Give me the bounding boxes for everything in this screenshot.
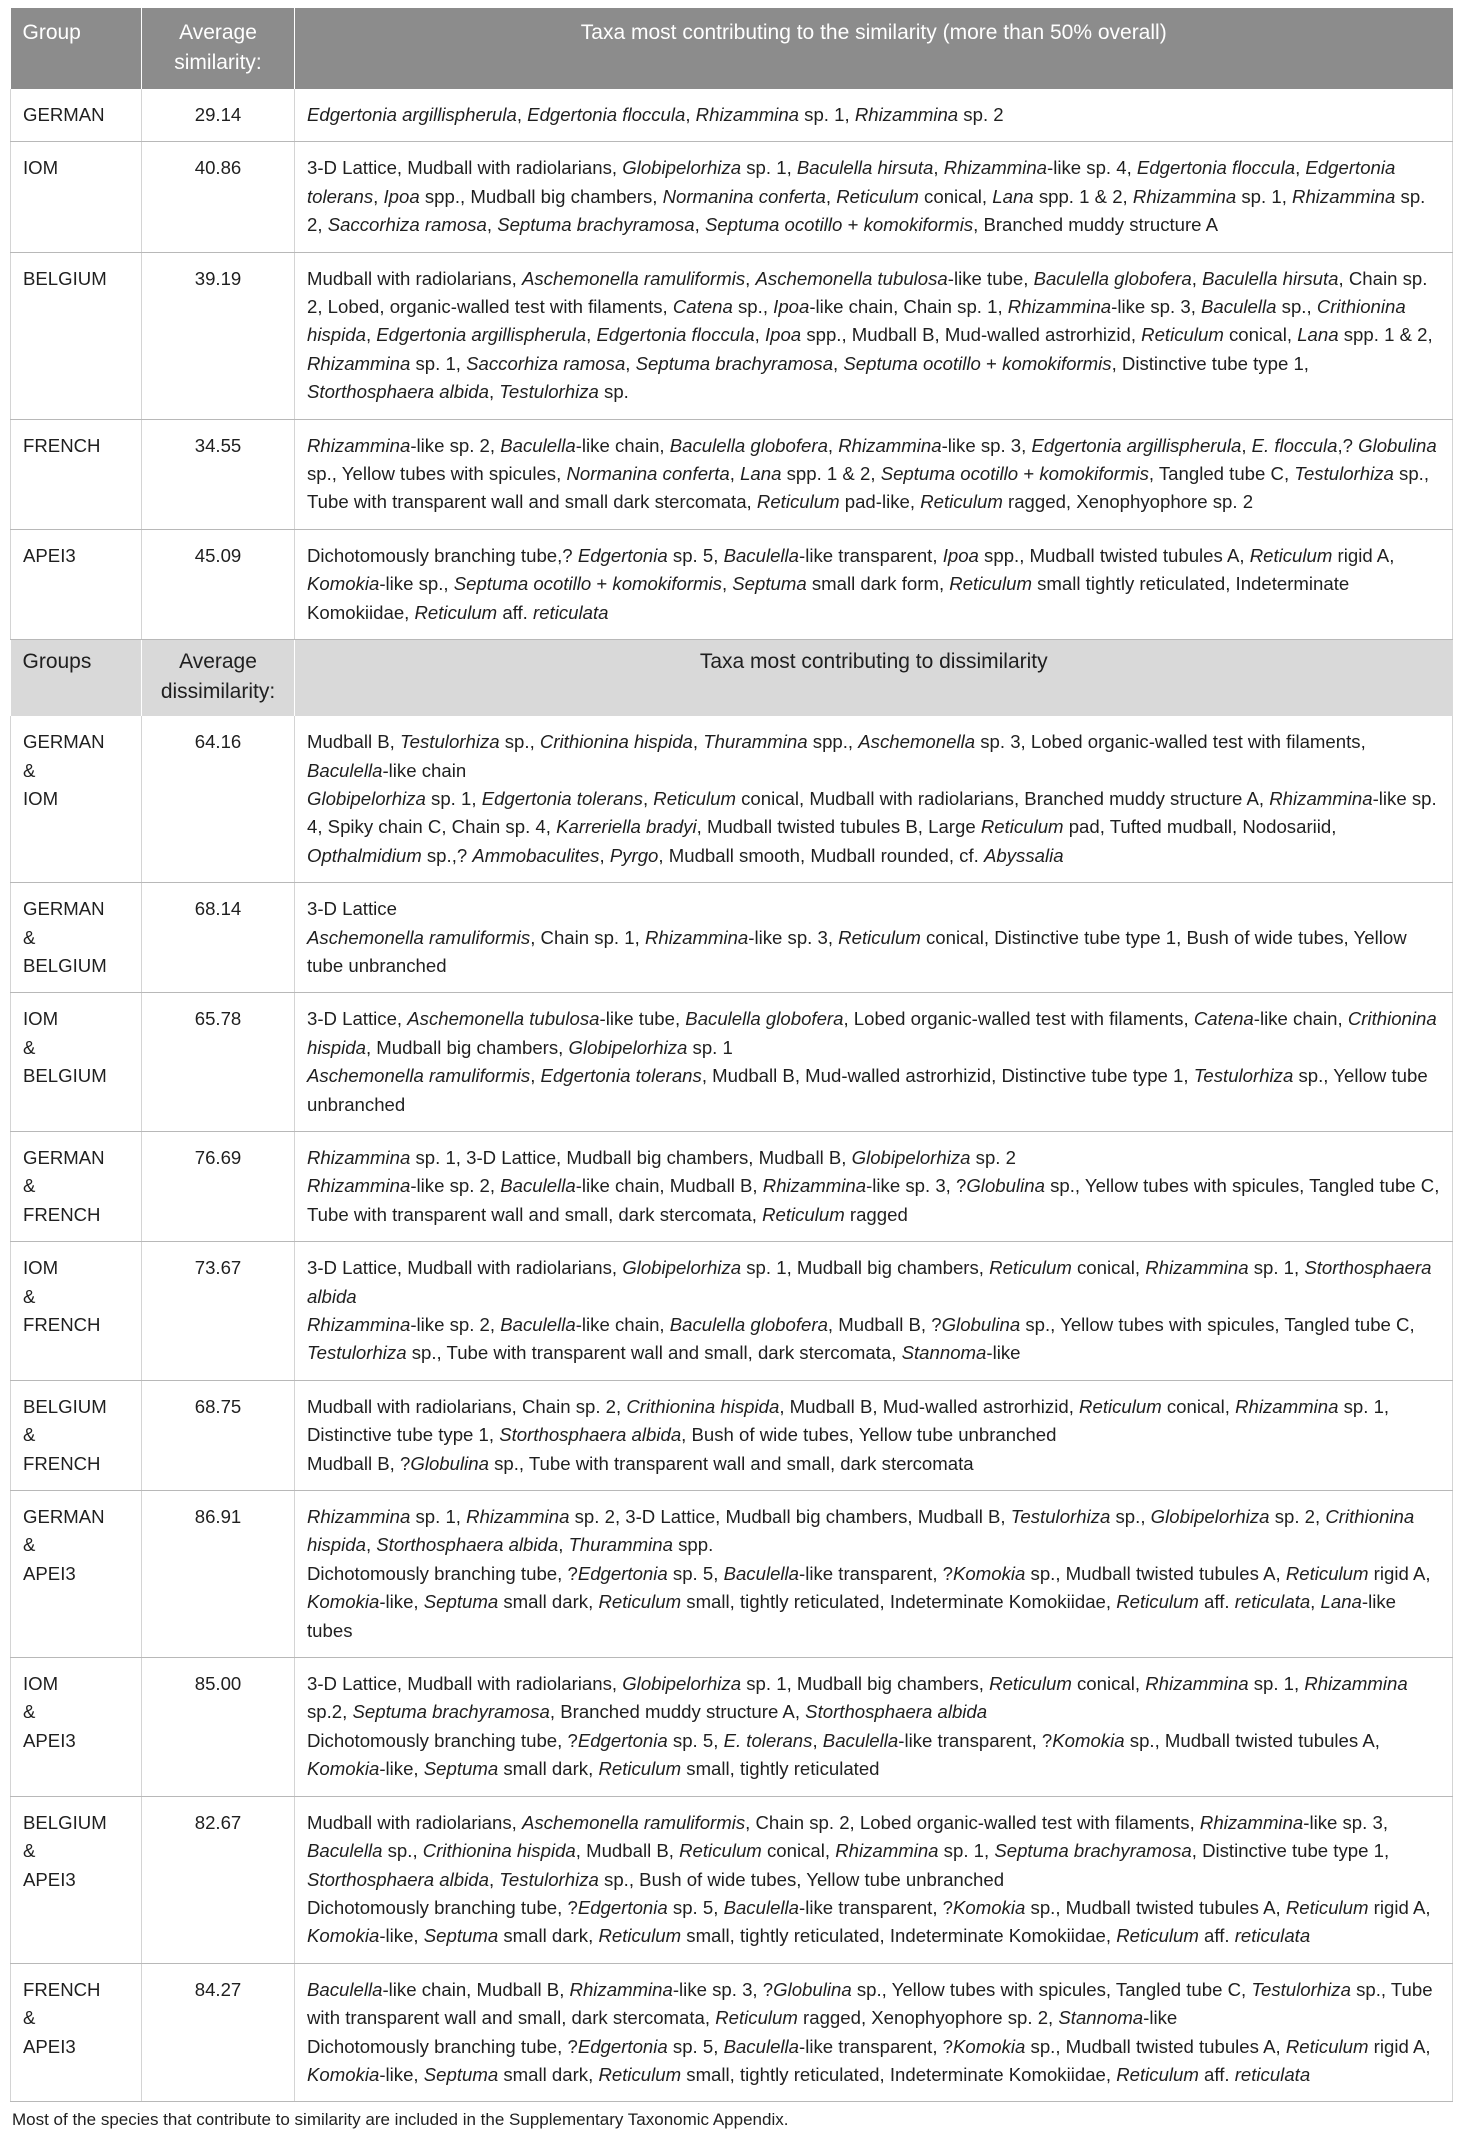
taxa-line: Dichotomously branching tube, ?Edgertonia sp. 5, Baculella-like transparent, ?Komokia sp., Mudball twisted tubules A, Reticulum rigid A, Komokia-like, Septuma small dark, Reticulum small, tightly reticulated, Indeterminate Komokiidae, Reticulum aff. reticulata, Lana-like tubes (307, 1562, 1431, 1641)
groups-cell (11, 883, 142, 993)
table-row (11, 252, 1453, 419)
group-name: FRENCH (23, 1203, 101, 1225)
groups-cell (11, 1658, 142, 1797)
table-row (11, 529, 1453, 639)
group-name: GERMAN (23, 1506, 105, 1528)
groups-cell (11, 716, 142, 883)
table-row (11, 993, 1453, 1132)
taxa-cell (295, 883, 1453, 993)
dissimilarity-header-row (11, 640, 1453, 717)
group-name: FRENCH (23, 1314, 101, 1335)
taxa-cell: Dichotomously branching tube,? Edgertonia sp. 5, Baculella-like transparent, Ipoa spp., Mudball twisted tubules A, Reticulum rigid A, Komokia-like sp., Septuma ocotillo + komokiformis, Septuma small dark form, Reticulum small tightly reticulated, Indeterminate Komokiidae, Reticulum aff. reticulata (295, 529, 1453, 639)
average-dissimilarity-cell: 84.27 (142, 1963, 295, 2102)
group-name: BELGIUM (23, 1811, 107, 1833)
table-row (11, 883, 1453, 993)
groups-cell (11, 1380, 142, 1490)
taxa-cell (295, 993, 1453, 1132)
group-name: BELGIUM (23, 1395, 107, 1417)
group-name: GERMAN (23, 898, 105, 920)
groups-cell (11, 1131, 142, 1241)
group-name: IOM (23, 1008, 59, 1030)
taxa-line: 3-D Lattice (307, 898, 397, 920)
taxa-line: Rhizammina-like sp. 2, Baculella-like chain, Mudball B, Rhizammina-like sp. 3, ?Globulina sp., Yellow tubes with spicules, Tangled tube C, Tube with transparent wall and small, dark stercomata, Reticulum ragged (307, 1175, 1440, 1225)
group-name: & (23, 2007, 36, 2029)
group-name: APEI3 (23, 2035, 76, 2057)
average-similarity-cell: 40.86 (142, 142, 295, 252)
group-name: BELGIUM (23, 954, 107, 976)
group-name: APEI3 (23, 1729, 76, 1751)
table-row (11, 716, 1453, 883)
group-name: APEI3 (23, 1868, 76, 1890)
groups-cell (11, 1796, 142, 1963)
table-footnote: Most of the species that contribute to similarity are included in the Supplementary Taxonomic Appendix. (12, 2110, 789, 2130)
group-cell: APEI3 (11, 529, 142, 639)
taxa-line: 3-D Lattice, Aschemonella tubulosa-like tube, Baculella globofera, Lobed organic-walled test with filaments, Catena-like chain, Crithionina hispida, Mudball big chambers, Globipelorhiza sp. 1 (307, 1008, 1437, 1058)
average-dissimilarity-cell: 82.67 (142, 1796, 295, 1963)
taxa-cell (295, 1380, 1453, 1490)
taxa-line: Aschemonella ramuliformis, Edgertonia tolerans, Mudball B, Mud-walled astrorhizid, Distinctive tube type 1, Testulorhiza sp., Yellow tube unbranched (307, 1065, 1428, 1115)
table-row (11, 89, 1453, 142)
table-row (11, 142, 1453, 252)
table-row (11, 1796, 1453, 1963)
taxa-line: Dichotomously branching tube, ?Edgertonia sp. 5, Baculella-like transparent, ?Komokia sp., Mudball twisted tubules A, Reticulum rigid A, Komokia-like, Septuma small dark, Reticulum small, tightly reticulated, Indeterminate Komokiidae, Reticulum aff. reticulata (307, 1896, 1431, 1947)
table-row (11, 1491, 1453, 1658)
group-name: GERMAN (23, 731, 105, 753)
taxa-cell (295, 1131, 1453, 1241)
taxa-cell: Rhizammina-like sp. 2, Baculella-like chain, Baculella globofera, Rhizammina-like sp. 3, Edgertonia argillispherula, E. floccula,? Globulina sp., Yellow tubes with spicules, Normanina conferta, Lana spp. 1 & 2, Septuma ocotillo + komokiformis, Tangled tube C, Testulorhiza sp., Tube with transparent wall and small dark stercomata, Reticulum pad-like, Reticulum ragged, Xenophyophore sp. 2 (295, 419, 1453, 529)
groups-cell (11, 1242, 142, 1381)
group-name: & (23, 759, 36, 781)
group-name: & (23, 1036, 36, 1058)
group-name: FRENCH (23, 1978, 101, 2000)
header-group: Group (11, 8, 142, 89)
taxa-cell: Edgertonia argillispherula, Edgertonia floccula, Rhizammina sp. 1, Rhizammina sp. 2 (295, 89, 1453, 142)
group-name: BELGIUM (23, 1065, 107, 1087)
taxa-line: Rhizammina sp. 1, Rhizammina sp. 2, 3-D Lattice, Mudball big chambers, Mudball B, Testulorhiza sp., Globipelorhiza sp. 2, Crithionina hispida, Storthosphaera albida, Thurammina spp. (307, 1506, 1415, 1556)
average-dissimilarity-cell: 76.69 (142, 1131, 295, 1241)
taxa-line: Baculella-like chain, Mudball B, Rhizammina-like sp. 3, ?Globulina sp., Yellow tubes with spicules, Tangled tube C, Testulorhiza sp., Tube with transparent wall and small, dark stercomata, Reticulum ragged, Xenophyophore sp. 2, Stannoma-like (307, 1978, 1433, 2029)
group-cell: BELGIUM (11, 252, 142, 419)
groups-cell (11, 1491, 142, 1658)
taxa-cell (295, 1796, 1453, 1963)
group-name: GERMAN (23, 1146, 105, 1168)
taxa-line: 3-D Lattice, Mudball with radiolarians, Globipelorhiza sp. 1, Mudball big chambers, Reticulum conical, Rhizammina sp. 1, Storthosphaera albida (307, 1257, 1432, 1307)
group-name: & (23, 926, 36, 948)
header-average-similarity: Average similarity: (142, 8, 295, 89)
taxa-line: Aschemonella ramuliformis, Chain sp. 1, Rhizammina-like sp. 3, Reticulum conical, Distinctive tube type 1, Bush of wide tubes, Yellow tube unbranched (307, 926, 1407, 976)
group-cell: IOM (11, 142, 142, 252)
group-name: FRENCH (23, 1452, 101, 1474)
taxa-line: Dichotomously branching tube, ?Edgertonia sp. 5, E. tolerans, Baculella-like transparent, ?Komokia sp., Mudball twisted tubules A, Komokia-like, Septuma small dark, Reticulum small, tightly reticulated (307, 1729, 1380, 1780)
table-row (11, 419, 1453, 529)
group-name: & (23, 1424, 36, 1446)
similarity-table (10, 8, 1453, 2102)
group-name: & (23, 1285, 36, 1307)
taxa-cell: 3-D Lattice, Mudball with radiolarians, Globipelorhiza sp. 1, Baculella hirsuta, Rhizammina-like sp. 4, Edgertonia floccula, Edgertonia tolerans, Ipoa spp., Mudball big chambers, Normanina conferta, Reticulum conical, Lana spp. 1 & 2, Rhizammina sp. 1, Rhizammina sp. 2, Saccorhiza ramosa, Septuma brachyramosa, Septuma ocotillo + komokiformis, Branched muddy structure A (295, 142, 1453, 252)
group-name: & (23, 1534, 36, 1556)
taxa-cell (295, 1242, 1453, 1381)
taxa-line: Rhizammina-like sp. 2, Baculella-like chain, Baculella globofera, Mudball B, ?Globulina sp., Yellow tubes with spicules, Tangled tube C, Testulorhiza sp., Tube with transparent wall and small, dark stercomata, Stannoma-like (307, 1314, 1415, 1364)
header-average-dissimilarity: Average dissimilarity: (142, 640, 295, 717)
average-dissimilarity-cell: 64.16 (142, 716, 295, 883)
taxa-line: 3-D Lattice, Mudball with radiolarians, Globipelorhiza sp. 1, Mudball big chambers, Reticulum conical, Rhizammina sp. 1, Rhizammina sp.2, Septuma brachyramosa, Branched muddy structure A, Storthosphaera albida (307, 1673, 1408, 1723)
taxa-cell (295, 1963, 1453, 2102)
taxa-line: Rhizammina sp. 1, 3-D Lattice, Mudball big chambers, Mudball B, Globipelorhiza sp. 2 (307, 1146, 1016, 1168)
taxa-cell (295, 1491, 1453, 1658)
taxa-line: Globipelorhiza sp. 1, Edgertonia tolerans, Reticulum conical, Mudball with radiolarians, Branched muddy structure A, Rhizammina-like sp. 4, Spiky chain C, Chain sp. 4, Karreriella bradyi, Mudball twisted tubules B, Large Reticulum pad, Tufted mudball, Nodosariid, Opthalmidium sp.,? Ammobaculites, Pyrgo, Mudball smooth, Mudball rounded, cf. Abyssalia (307, 787, 1437, 866)
average-dissimilarity-cell: 68.14 (142, 883, 295, 993)
group-name: IOM (23, 1673, 59, 1695)
taxa-line: Mudball B, ?Globulina sp., Tube with transparent wall and small, dark stercomata (307, 1452, 974, 1474)
taxa-line: Dichotomously branching tube, ?Edgertonia sp. 5, Baculella-like transparent, ?Komokia sp., Mudball twisted tubules A, Reticulum rigid A, Komokia-like, Septuma small dark, Reticulum small, tightly reticulated, Indeterminate Komokiidae, Reticulum aff. reticulata (307, 2035, 1431, 2085)
groups-cell (11, 993, 142, 1132)
average-similarity-cell: 39.19 (142, 252, 295, 419)
group-name: APEI3 (23, 1562, 76, 1584)
group-name: IOM (23, 1257, 59, 1279)
taxa-cell (295, 716, 1453, 883)
table-row (11, 1242, 1453, 1381)
similarity-header-row (11, 8, 1453, 89)
table-row (11, 1658, 1453, 1797)
average-dissimilarity-cell: 65.78 (142, 993, 295, 1132)
average-dissimilarity-cell: 85.00 (142, 1658, 295, 1797)
average-similarity-cell: 34.55 (142, 419, 295, 529)
average-dissimilarity-cell: 73.67 (142, 1242, 295, 1381)
taxa-cell: Mudball with radiolarians, Aschemonella ramuliformis, Aschemonella tubulosa-like tube, Baculella globofera, Baculella hirsuta, Chain sp. 2, Lobed, organic-walled test with filaments, Catena sp., Ipoa-like chain, Chain sp. 1, Rhizammina-like sp. 3, Baculella sp., Crithionina hispida, Edgertonia argillispherula, Edgertonia floccula, Ipoa spp., Mudball B, Mud-walled astrorhizid, Reticulum conical, Lana spp. 1 & 2, Rhizammina sp. 1, Saccorhiza ramosa, Septuma brachyramosa, Septuma ocotillo + komokiformis, Distinctive tube type 1, Storthosphaera albida, Testulorhiza sp. (295, 252, 1453, 419)
group-name: & (23, 1701, 36, 1723)
average-similarity-cell: 29.14 (142, 89, 295, 142)
group-name: IOM (23, 787, 59, 809)
header-groups: Groups (11, 640, 142, 717)
table-row (11, 1380, 1453, 1490)
taxa-line: Mudball B, Testulorhiza sp., Crithionina hispida, Thurammina spp., Aschemonella sp. 3, Lobed organic-walled test with filaments, Baculella-like chain (307, 731, 1366, 781)
average-dissimilarity-cell: 68.75 (142, 1380, 295, 1490)
header-taxa-similarity: Taxa most contributing to the similarity (more than 50% overall) (295, 8, 1453, 89)
average-dissimilarity-cell: 86.91 (142, 1491, 295, 1658)
group-name: & (23, 1840, 36, 1862)
table-row (11, 1131, 1453, 1241)
group-cell: FRENCH (11, 419, 142, 529)
group-name: & (23, 1175, 36, 1197)
taxa-line: Mudball with radiolarians, Chain sp. 2, Crithionina hispida, Mudball B, Mud-walled astrorhizid, Reticulum conical, Rhizammina sp. 1, Distinctive tube type 1, Storthosphaera albida, Bush of wide tubes, Yellow tube unbranched (307, 1395, 1390, 1446)
taxa-cell (295, 1658, 1453, 1797)
table-row (11, 1963, 1453, 2102)
groups-cell (11, 1963, 142, 2102)
group-cell: GERMAN (11, 89, 142, 142)
header-taxa-dissimilarity: Taxa most contributing to dissimilarity (295, 640, 1453, 717)
taxa-line: Mudball with radiolarians, Aschemonella ramuliformis, Chain sp. 2, Lobed organic-walled test with filaments, Rhizammina-like sp. 3, Baculella sp., Crithionina hispida, Mudball B, Reticulum conical, Rhizammina sp. 1, Septuma brachyramosa, Distinctive tube type 1, Storthosphaera albida, Testulorhiza sp., Bush of wide tubes, Yellow tube unbranched (307, 1811, 1390, 1890)
average-similarity-cell: 45.09 (142, 529, 295, 639)
table-container (10, 8, 1452, 2132)
